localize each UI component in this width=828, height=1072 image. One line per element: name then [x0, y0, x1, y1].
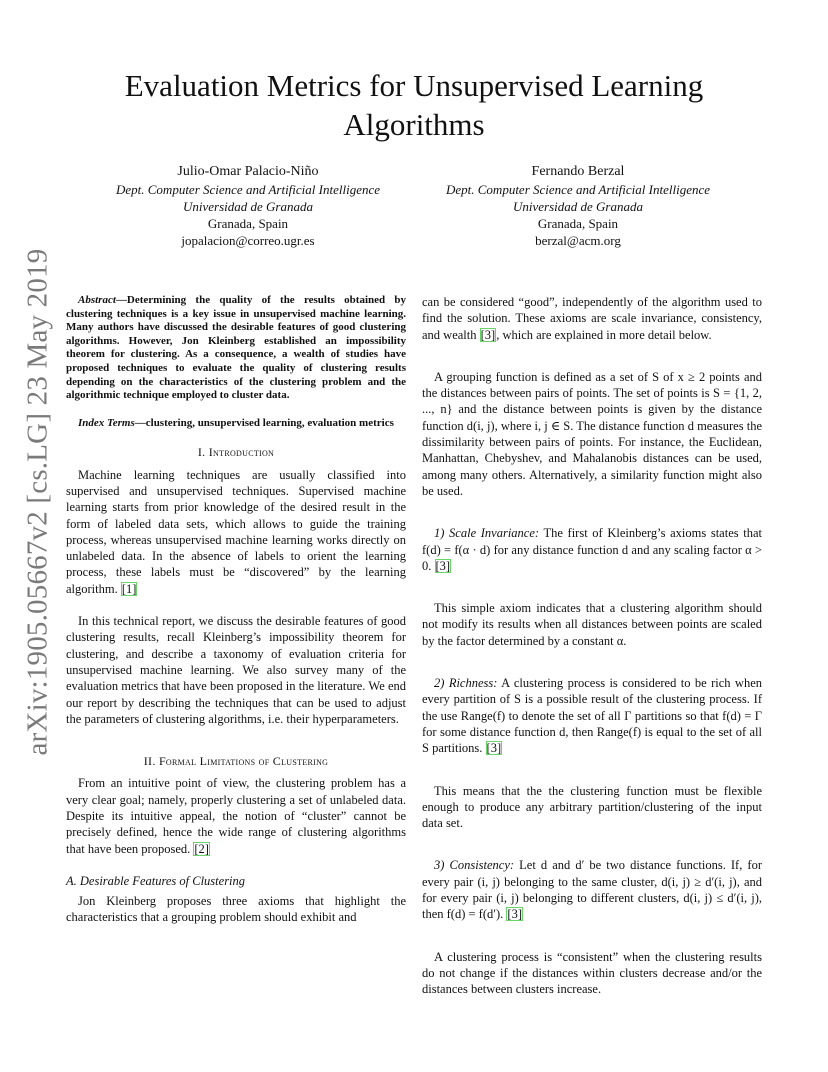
- author-dept: Dept. Computer Science and Artificial Intelligence: [115, 182, 381, 197]
- right-column: [422, 294, 762, 998]
- author-city: Granada, Spain: [537, 216, 619, 231]
- paragraph: [422, 783, 762, 832]
- citation-link[interactable]: [3]: [435, 558, 451, 573]
- paragraph: [422, 369, 762, 499]
- paragraph: [66, 893, 406, 926]
- paragraph-text: Jon Kleinberg proposes three axioms that highlight the characteristics that a grouping problem should exhibit and: [66, 894, 406, 925]
- section-heading-formal-limitations: [66, 753, 406, 769]
- paragraph-text: From an intuitive point of view, the clustering problem has a very clear goal; namely, properly clustering a set of unlabeled data. Despite its intuitive appeal, the notion of “cluster” cannot be precisely defined, hence the wide range of clustering algorithms that have been proposed.: [66, 776, 406, 856]
- section-title: Introduction: [208, 445, 275, 460]
- abstract-label: Abstract: [78, 294, 116, 306]
- section-number: I.: [197, 445, 206, 460]
- paragraph-text: This means that the the clustering function must be flexible enough to produce any arbitrary partition/clustering of the input data set.: [422, 783, 762, 831]
- paragraph-text: , which are explained in more detail below.: [496, 327, 712, 342]
- paragraph-heading: 1) Scale Invariance:: [434, 526, 540, 541]
- author-name: Julio-Omar Palacio-Niño: [177, 164, 319, 179]
- paragraph: [422, 294, 762, 343]
- paragraph: [66, 613, 406, 727]
- author-name: Fernando Berzal: [531, 164, 625, 179]
- section-title: Formal Limitations of Clustering: [158, 754, 329, 769]
- paragraph-text: Let d and d′ be two distance functions. If, for every pair (i, j) belonging to the same cluster, d(i, j) ≥ d′(i, j), and for every pair (i, j) belonging to different clusters, d(i, j) ≤ d′(i, j), then f(d) = f(d′).: [422, 858, 763, 922]
- abstract: [66, 294, 406, 403]
- paragraph-heading: 2) Richness:: [434, 676, 498, 691]
- author-email[interactable]: berzal@acm.org: [535, 233, 621, 248]
- paragraph: [422, 949, 762, 998]
- paragraph: [66, 775, 406, 856]
- index-terms-label: Index Terms: [78, 416, 135, 429]
- abstract-text: —Determining the quality of the results obtained by clustering techniques is a key issue in unsupervised machine learning. Many authors have discussed the desirable features of good clustering algorithms. However, Jon Kleinberg established an impossibility theorem for clustering. As a consequence, a wealth of studies have proposed techniques to evaluate the quality of clustering results depending on the characteristics of the clustering problem and the algorithmic technique employed to cluster data.: [66, 294, 406, 402]
- citation-link[interactable]: [3]: [480, 327, 496, 342]
- author-city: Granada, Spain: [207, 216, 289, 231]
- paragraph: [422, 525, 762, 574]
- paragraph-text: can be considered “good”, independently of the algorithm used to find the solution. These axioms are scale invariance, consistency, and wealth: [422, 295, 762, 342]
- paragraph-text: This simple axiom indicates that a clustering algorithm should not modify its results when all distances between points are scaled by the factor determined by a constant α.: [422, 601, 762, 648]
- citation-link[interactable]: [3]: [507, 907, 522, 922]
- citation-link[interactable]: [3]: [486, 741, 502, 756]
- section-number: II.: [143, 754, 156, 769]
- author-univ: Universidad de Granada: [183, 199, 313, 214]
- paragraph-text: In this technical report, we discuss the desirable features of good clustering results, recall Kleinberg’s impossibility theorem for clustering, and describe a taxonomy of evaluation criteria for unsupervised machine learning. We also survey many of the evaluation metrics that have been proposed in the literature. We end our report by describing the techniques that can be used to adjust the parameters of clustering algorithms, i.e. their hyperparameters.: [66, 614, 406, 726]
- paragraph-text: A clustering process is “consistent” when the clustering results do not change if the distances within clusters decrease and/or the distances between clusters increase.: [422, 949, 762, 997]
- paragraph: [66, 467, 406, 597]
- arxiv-side-stamp: arXiv:1905.05667v2 [cs.LG] 23 May 2019: [21, 248, 54, 756]
- citation-link[interactable]: [1]: [121, 581, 137, 596]
- paragraph-text: A grouping function is defined as a set of S of x ≥ 2 points and the distances between pairs of points. The set of points is S = {1, 2, ..., n} and the distance between points is given by the distance function d(i, j), where i, j ∈ S. The distance function d measures the dissimilarity between pairs of points. For instance, the Euclidean, Manhattan, Chebyshev, and Mahalanobis distances can be used, among many others. Alternatively, a similarity function might also be used.: [422, 369, 762, 498]
- index-terms-text: —clustering, unsupervised learning, evaluation metrics: [134, 416, 394, 429]
- author-univ: Universidad de Granada: [513, 199, 643, 214]
- paragraph: [422, 857, 762, 922]
- left-column: [66, 294, 406, 926]
- paragraph-text: The first of Kleinberg’s axioms states that f(d) = f(α · d) for any distance function d and any scaling factor α > 0.: [422, 526, 762, 573]
- paragraph: [422, 600, 762, 649]
- subsection-heading: A. Desirable Features of Clustering: [66, 873, 246, 888]
- author-email[interactable]: jopalacion@correo.ugr.es: [181, 233, 315, 248]
- section-heading-introduction: [66, 444, 406, 460]
- paragraph-text: A clustering process is considered to be rich when every partition of S is a possible result of the clustering process. If the use Range(f) to denote the set of all Γ partitions so that f(d) = Γ for some distance function d, then Range(f) is equal to the set of all S partitions.: [422, 676, 762, 756]
- paragraph: [422, 675, 762, 756]
- author-block-1: [83, 163, 413, 249]
- author-block-2: [413, 163, 743, 249]
- paragraph-heading: 3) Consistency:: [434, 858, 515, 873]
- paper-title: Evaluation Metrics for Unsupervised Learning Algorithms: [124, 68, 704, 142]
- paragraph-text: Machine learning techniques are usually classified into supervised and unsupervised techniques. Supervised machine learning starts from prior knowledge of the desired result in the form of labeled data sets, which allows to guide the training process, whereas unsupervised machine learning works directly on unlabeled data. In the absence of labels to orient the learning process, these labels must be “discovered” by the learning algorithm.: [66, 467, 406, 596]
- citation-link[interactable]: [2]: [194, 841, 209, 856]
- author-dept: Dept. Computer Science and Artificial Intelligence: [445, 182, 711, 197]
- index-terms: [66, 417, 406, 431]
